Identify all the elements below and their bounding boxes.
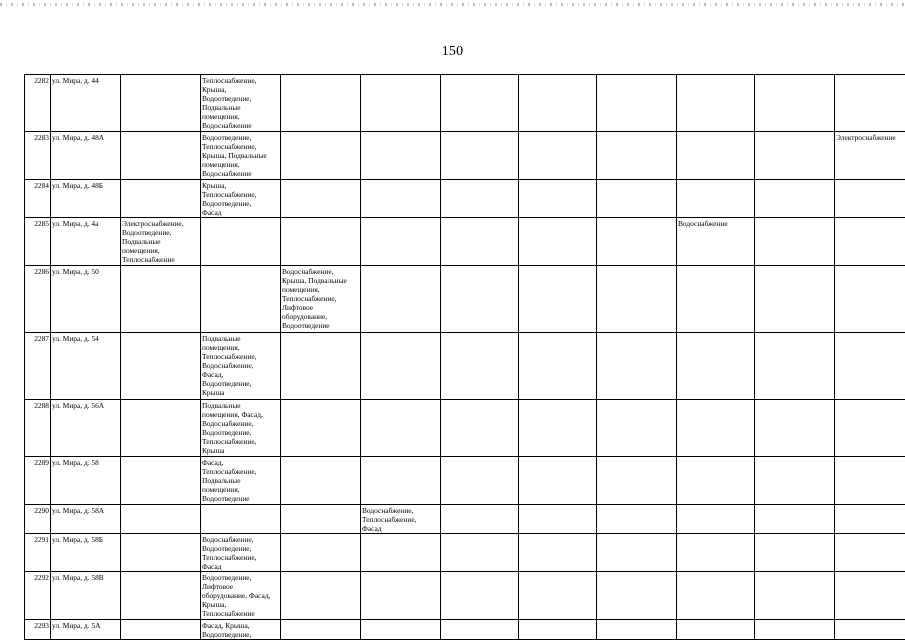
work-type-cell [121,266,201,333]
table-row [25,505,905,534]
work-type-cell [441,132,519,180]
work-type-text: Водоотведение, Лифтовое оборудование, Фасад, Крыша, Теплоснабжение [202,573,271,618]
table-row [25,534,905,572]
repair-schedule-table [24,74,905,640]
work-type-cell [441,218,519,266]
work-type-cell [835,75,905,132]
work-type-cell [755,505,835,534]
work-type-cell [361,180,441,218]
work-type-text: Водоотведение, Теплоснабжение, Крыша, Подвальные помещения, Водоснабжение [202,133,267,178]
work-type-cell [121,180,201,218]
work-type-cell [441,620,519,640]
work-type-cell [677,266,755,333]
work-type-cell [281,400,361,457]
work-type-cell [755,620,835,640]
work-type-cell [281,505,361,534]
work-type-cell [597,266,677,333]
work-type-cell [835,180,905,218]
work-type-cell [201,180,281,218]
row-number: 2287 [25,333,51,400]
work-type-cell [281,266,361,333]
work-type-cell [755,333,835,400]
work-type-cell [201,400,281,457]
work-type-cell [835,505,905,534]
work-type-cell [835,132,905,180]
work-type-cell [677,457,755,505]
work-type-cell [835,534,905,572]
work-type-cell [677,505,755,534]
work-type-text: Электроснабжение, Водоотведение, Подвальные помещения, Теплоснабжение [122,219,184,264]
row-number: 2282 [25,75,51,132]
work-type-cell [519,132,597,180]
work-type-cell [361,218,441,266]
table-body [25,75,905,640]
work-type-cell [441,534,519,572]
work-type-cell [441,400,519,457]
work-type-cell [835,218,905,266]
work-type-cell [361,572,441,620]
table-row [25,75,905,132]
work-type-cell [835,400,905,457]
work-type-cell [281,75,361,132]
work-type-cell [519,620,597,640]
work-type-cell [755,457,835,505]
row-number: 2288 [25,400,51,457]
work-type-cell [281,534,361,572]
row-number: 2285 [25,218,51,266]
work-type-cell [835,266,905,333]
work-type-cell [121,132,201,180]
row-number: 2293 [25,620,51,640]
work-type-cell [597,180,677,218]
work-type-cell [677,180,755,218]
work-type-text: Фасад, Крыша, Водоотведение, [202,621,252,639]
work-type-cell [755,400,835,457]
work-type-cell [121,620,201,640]
row-number: 2283 [25,132,51,180]
work-type-cell [201,620,281,640]
table-row [25,180,905,218]
work-type-cell [281,620,361,640]
work-type-text: Фасад, Теплоснабжение, Подвальные помещения, Водоотведение [202,458,257,503]
work-type-cell [519,505,597,534]
work-type-cell [677,218,755,266]
work-type-cell [755,572,835,620]
work-type-cell [281,457,361,505]
work-type-cell [755,218,835,266]
work-type-cell [597,620,677,640]
work-type-text: Водоснабжение, Крыша, Подвальные помещения, Теплоснабжение, Лифтовое оборудование, Водоотведение [282,267,347,330]
work-type-text: Электроснабжение [836,133,896,142]
address-cell: ул. Мира, д. 58А [51,505,121,534]
work-type-cell [281,180,361,218]
work-type-cell [361,620,441,640]
work-type-cell [677,620,755,640]
work-type-cell [201,457,281,505]
address-cell: ул. Мира, д. 4а [51,218,121,266]
work-type-text: Крыша, Теплоснабжение, Водоотведение, Фасад [202,181,257,217]
work-type-cell [755,534,835,572]
work-type-cell [755,266,835,333]
work-type-cell [121,333,201,400]
work-type-cell [361,266,441,333]
work-type-cell [121,505,201,534]
row-number: 2289 [25,457,51,505]
work-type-cell [201,534,281,572]
work-type-cell [361,132,441,180]
work-type-cell [361,75,441,132]
work-type-cell [597,333,677,400]
work-type-cell [835,457,905,505]
work-type-cell [519,333,597,400]
work-type-cell [361,505,441,534]
work-type-cell [755,75,835,132]
work-type-text: Водоснабжение [678,219,728,228]
work-type-cell [597,218,677,266]
work-type-cell [597,505,677,534]
work-type-cell [835,333,905,400]
work-type-cell [677,75,755,132]
work-type-cell [441,75,519,132]
address-cell: ул. Мира, д. 58 [51,457,121,505]
address-cell: ул. Мира, д. 48Б [51,180,121,218]
work-type-cell [201,505,281,534]
work-type-cell [677,572,755,620]
address-cell: ул. Мира, д. 5А [51,620,121,640]
work-type-text: Водоснабжение, Теплоснабжение, Фасад [362,506,417,533]
work-type-cell [361,400,441,457]
work-type-cell [441,505,519,534]
work-type-cell [519,75,597,132]
work-type-cell [121,400,201,457]
work-type-cell [597,132,677,180]
address-cell: ул. Мира, д. 44 [51,75,121,132]
work-type-cell [121,75,201,132]
work-type-cell [281,333,361,400]
table-row [25,400,905,457]
row-number: 2291 [25,534,51,572]
work-type-cell [519,457,597,505]
work-type-cell [441,180,519,218]
address-cell: ул. Мира, д. 54 [51,333,121,400]
work-type-cell [361,457,441,505]
work-type-text: Подвальные помещения, Теплоснабжение, Водоснабжение, Фасад, Водоотведение, Крыша [202,334,257,397]
work-type-cell [201,75,281,132]
work-type-cell [835,620,905,640]
table-row [25,266,905,333]
work-type-cell [835,572,905,620]
work-type-cell [201,333,281,400]
address-cell: ул. Мира, д. 48А [51,132,121,180]
table-row [25,572,905,620]
address-cell: ул. Мира, д. 56А [51,400,121,457]
work-type-cell [597,457,677,505]
table-row [25,620,905,640]
work-type-cell [677,534,755,572]
work-type-cell [755,132,835,180]
page-number: 150 [441,44,464,59]
row-number: 2290 [25,505,51,534]
scan-artifact-line [0,3,905,6]
work-type-cell [441,333,519,400]
work-type-cell [677,333,755,400]
row-number: 2286 [25,266,51,333]
work-type-cell [441,457,519,505]
work-type-text: Водоснабжение, Водоотведение, Теплоснабжение, Фасад [202,535,257,571]
table-row [25,457,905,505]
work-type-cell [441,572,519,620]
row-number: 2292 [25,572,51,620]
work-type-cell [755,180,835,218]
work-type-cell [201,572,281,620]
work-type-cell [519,218,597,266]
work-type-cell [281,572,361,620]
work-type-cell [677,132,755,180]
address-cell: ул. Мира, д. 58В [51,572,121,620]
address-cell: ул. Мира, д. 58Б [51,534,121,572]
work-type-cell [281,218,361,266]
work-type-cell [201,266,281,333]
work-type-cell [201,132,281,180]
work-type-cell [121,534,201,572]
work-type-cell [519,534,597,572]
work-type-cell [441,266,519,333]
work-type-cell [121,457,201,505]
work-type-text: Подвальные помещения, Фасад, Водоснабжение, Водоотведение, Теплоснабжение, Крыша [202,401,263,455]
work-type-cell [121,218,201,266]
table-row [25,333,905,400]
work-type-cell [361,534,441,572]
work-type-cell [281,132,361,180]
address-cell: ул. Мира, д. 50 [51,266,121,333]
table-row [25,218,905,266]
work-type-cell [519,400,597,457]
work-type-cell [519,266,597,333]
work-type-cell [201,218,281,266]
work-type-cell [597,534,677,572]
work-type-cell [597,75,677,132]
work-type-text: Теплоснабжение, Крыша, Водоотведение, Подвальные помещения, Водоснабжение [202,76,257,130]
work-type-cell [597,400,677,457]
work-type-cell [677,400,755,457]
work-type-cell [121,572,201,620]
work-type-cell [519,572,597,620]
work-type-cell [361,333,441,400]
work-type-cell [597,572,677,620]
table-row [25,132,905,180]
work-type-cell [519,180,597,218]
row-number: 2284 [25,180,51,218]
